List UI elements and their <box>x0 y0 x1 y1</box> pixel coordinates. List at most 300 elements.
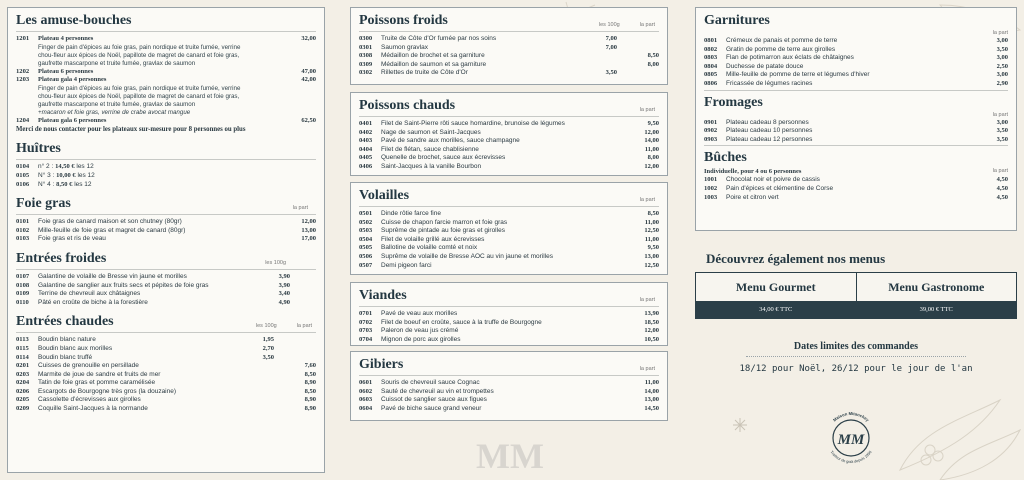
item-code: 0402 <box>359 128 373 136</box>
item-price: 11,00 <box>644 218 659 226</box>
divider <box>359 306 659 307</box>
item-name: Suprême de volaille de Bresse AOC au vin jaune et morilles <box>381 252 553 260</box>
section-fromages <box>704 94 1008 147</box>
item-name: Coquille Saint-Jacques à la normande <box>38 405 148 413</box>
item-name: Pâté en croûte de biche à la forestière <box>38 298 148 306</box>
item-description: chou-fleur aux épices de Noël, papillote de magret de canard et foie gras, <box>38 51 240 59</box>
section-title: Huîtres <box>16 141 61 157</box>
item-name: Foie gras et ris de veau <box>38 235 106 243</box>
item-code: 0109 <box>16 290 30 298</box>
buches-subtitle: Individuelle, pour 4 ou 6 personnes <box>704 168 802 176</box>
item-name: Souris de chevreuil sauce Cognac <box>381 379 480 386</box>
item-code: 0603 <box>359 396 373 404</box>
item-price-100g: 7,00 <box>605 35 617 42</box>
price-unit-note: la part <box>992 30 1008 36</box>
item-name: Cuisses de grenouille en persillade <box>38 362 139 370</box>
price-unit-note: la part <box>639 366 655 372</box>
item-code: 0201 <box>16 362 30 370</box>
section-huitres <box>16 140 316 189</box>
menu-name: Menu Gastronome <box>857 273 1017 301</box>
oyster-size <box>38 163 316 172</box>
item-price: 8,50 <box>647 210 659 217</box>
menu-item-row[interactable] <box>16 218 316 227</box>
logo-ring-top: Maison Mitanchey <box>831 410 871 423</box>
item-name: Galantine de sanglier aux fruits secs et pépites de foie gras <box>38 281 209 289</box>
menu-item-row[interactable] <box>359 236 659 245</box>
panel-poissons-chauds <box>350 92 668 176</box>
item-code: 0104 <box>16 163 30 171</box>
menu-item-row[interactable] <box>16 181 316 190</box>
item-name: Suprême de pintade au foie gras et girolles <box>381 227 505 235</box>
oyster-unit: les 12 <box>74 163 94 171</box>
item-code: 0806 <box>704 79 718 87</box>
menu-item-row[interactable] <box>359 227 659 236</box>
item-code: 0401 <box>359 120 373 127</box>
price-unit-note: la part <box>992 111 1008 118</box>
item-price: 12,00 <box>301 218 316 226</box>
menu-item-row[interactable] <box>359 69 659 78</box>
item-price-part: 8,50 <box>304 370 316 378</box>
menu-item-row[interactable] <box>704 194 1008 203</box>
item-name: Cuissot de sanglier sauce aux figues <box>381 396 487 404</box>
item-price: 10,50 <box>644 335 659 343</box>
fromages-list <box>704 119 1008 145</box>
buches-list <box>704 176 1008 202</box>
section-title: Viandes <box>359 288 407 303</box>
price-unit-note: la part <box>992 168 1008 175</box>
menu-item-row[interactable] <box>704 80 1008 89</box>
menu-item-row[interactable] <box>16 299 316 308</box>
menu-item-row[interactable] <box>704 176 1008 185</box>
item-price: 13,00 <box>301 226 316 234</box>
menu-item-row[interactable] <box>16 117 316 126</box>
menu-item-row[interactable] <box>704 63 1008 72</box>
item-name: Escargots de Bourgogne très gros (la douzaine) <box>38 387 177 395</box>
item-code: 1002 <box>704 184 718 192</box>
item-name: Crémeux de panais et pomme de terre <box>726 37 838 44</box>
item-price: 3,50 <box>996 127 1008 135</box>
item-price: 11,00 <box>644 145 659 153</box>
menu-item-row[interactable] <box>359 396 659 405</box>
order-deadline-heading: Dates limites des commandes <box>793 341 919 352</box>
item-price: 3,00 <box>996 37 1008 44</box>
divider <box>359 31 659 32</box>
amuse-list <box>16 35 316 125</box>
menu-item-row[interactable] <box>359 61 659 70</box>
item-description: gaufrette mascarpone et truite fumée, gravlax de saumon <box>38 59 196 67</box>
item-name: Mille-feuille de pomme de terre et légumes d'hiver <box>726 71 870 79</box>
item-code: 0902 <box>704 127 718 135</box>
divider <box>359 206 659 207</box>
section-title: Gibiers <box>359 357 404 372</box>
item-name: Boudin blanc truffé <box>38 353 93 361</box>
logo-ring-bottom: Traiteur de goût depuis 1956 <box>829 450 873 465</box>
item-name: Gratin de pomme de terre aux girolles <box>726 45 836 53</box>
item-name: Flan de potimarron aux éclats de châtaignes <box>726 54 854 62</box>
item-price: 17,00 <box>301 235 316 243</box>
menu-item-row[interactable] <box>359 163 659 172</box>
item-name: Boudin blanc aux morilles <box>38 344 113 352</box>
menu-gastronome-card[interactable] <box>856 273 1017 318</box>
item-code: 0300 <box>359 35 373 42</box>
menu-item-row[interactable] <box>359 253 659 262</box>
item-price-part: 8,50 <box>647 52 659 60</box>
panel-viandes <box>350 282 668 346</box>
menu-item-row[interactable] <box>704 119 1008 128</box>
menu-item-row[interactable] <box>359 405 659 414</box>
chaudes-list <box>16 336 316 413</box>
item-price-100g: 7,00 <box>605 43 617 51</box>
item-price: 47,00 <box>301 67 316 75</box>
item-code: 0502 <box>359 218 373 226</box>
menu-item-row[interactable] <box>16 172 316 181</box>
price-unit-note: la part <box>292 205 308 212</box>
menu-item-row[interactable] <box>16 76 316 85</box>
item-name: Terrine de chevreuil aux châtaignes <box>38 290 141 298</box>
item-price: 13,90 <box>644 310 659 317</box>
item-price: 32,00 <box>301 35 316 42</box>
item-code: 0209 <box>16 405 30 413</box>
divider <box>359 375 659 376</box>
item-code: 0204 <box>16 379 30 387</box>
item-code: 0302 <box>359 69 373 77</box>
menu-item-row[interactable] <box>704 185 1008 194</box>
watermark-text: MM <box>476 436 544 474</box>
item-name: Rillettes de truite de Côte d'Or <box>381 69 468 77</box>
item-code: 0504 <box>359 235 373 243</box>
menu-item-row[interactable] <box>16 345 316 354</box>
item-price-100g: 2,70 <box>262 344 274 352</box>
section-title: Les amuse-bouches <box>16 13 132 28</box>
panel-poissons-froids <box>350 7 668 85</box>
oyster-price: 8,50 € <box>56 180 73 188</box>
item-code: 0803 <box>704 54 718 62</box>
item-code: 0805 <box>704 71 718 79</box>
item-price-100g: 3,50 <box>262 353 274 361</box>
gibiers-list <box>359 379 659 413</box>
divider <box>16 269 316 270</box>
menu-item-row[interactable] <box>359 129 659 138</box>
item-price: 12,50 <box>644 261 659 269</box>
price-unit-note: les 100g <box>265 259 286 266</box>
menu-item-row[interactable] <box>359 137 659 146</box>
menu-item-row[interactable] <box>16 371 316 380</box>
item-name: Boudin blanc nature <box>38 336 96 344</box>
divider <box>704 90 1008 91</box>
item-price: 42,00 <box>301 76 316 84</box>
menu-item-row[interactable] <box>16 163 316 172</box>
item-price: 4,90 <box>278 298 290 306</box>
item-price: 13,00 <box>644 396 659 404</box>
item-price: 14,00 <box>644 137 659 145</box>
menu-price: 34,00 € TTC <box>696 301 856 318</box>
item-code: 0505 <box>359 244 373 252</box>
item-price: 14,00 <box>644 387 659 395</box>
section-title: Bûches <box>704 150 747 166</box>
item-price-part: 8,90 <box>304 396 316 404</box>
menu-item-row[interactable] <box>16 227 316 236</box>
item-code: 0203 <box>16 370 30 378</box>
item-name: Pain d'épices et clémentine de Corse <box>726 184 834 192</box>
item-price: 12,00 <box>644 327 659 335</box>
menu-item-row[interactable] <box>704 37 1008 46</box>
menu-item-row[interactable] <box>359 120 659 129</box>
item-name: Plateau cadeau 10 personnes <box>726 127 813 135</box>
order-deadline-text: 18/12 pour Noël, 26/12 pour le jour de l'an <box>739 364 973 374</box>
item-name: Filet de Saint-Pierre rôti sauce homardine, brunoise de légumes <box>381 120 565 127</box>
logo-monogram: MM <box>837 432 865 448</box>
item-name: Plateau 4 personnes <box>38 35 94 42</box>
section-title: Entrées froides <box>16 250 107 266</box>
item-code: 0405 <box>359 154 373 162</box>
menu-item-row[interactable] <box>704 46 1008 55</box>
menu-item-row[interactable] <box>16 35 316 44</box>
section-amuse-bouches <box>16 12 316 134</box>
item-price: 3,00 <box>996 54 1008 62</box>
item-name: Foie gras de canard maison et son chutney (80gr) <box>38 218 182 226</box>
item-name: Cuisse de chapon farcie marron et foie gras <box>381 218 508 226</box>
watermark-logo <box>470 434 550 474</box>
item-price: 9,50 <box>647 244 659 252</box>
item-price: 18,50 <box>644 318 659 326</box>
item-price: 3,40 <box>278 290 290 298</box>
price-unit-note: la part <box>639 107 655 113</box>
item-code: 0604 <box>359 404 373 412</box>
item-code: 0113 <box>16 336 29 344</box>
item-code: 0506 <box>359 252 373 260</box>
oyster-price: 10,00 € <box>56 171 76 179</box>
item-code: 0205 <box>16 396 30 404</box>
item-price: 4,50 <box>996 176 1008 184</box>
menu-item-row[interactable] <box>359 146 659 155</box>
menu-item-row[interactable] <box>16 396 316 405</box>
item-name: Plateau cadeau 12 personnes <box>726 135 813 143</box>
menu-item-row[interactable] <box>16 290 316 299</box>
menu-item-row[interactable] <box>16 273 316 282</box>
item-description: gaufrette mascarpone et truite fumée, gravlax de saumon <box>38 100 196 108</box>
section-garnitures <box>704 12 1008 91</box>
item-price: 3,00 <box>996 118 1008 126</box>
item-code: 0501 <box>359 210 373 217</box>
item-code: 0503 <box>359 227 373 235</box>
panel-right <box>695 7 1017 231</box>
menu-item-row[interactable] <box>16 235 316 244</box>
item-name: Mille-feuille de foie gras et magret de canard (80gr) <box>38 226 186 234</box>
item-price: 3,90 <box>278 272 290 280</box>
froides-list <box>16 273 316 307</box>
item-code: 0804 <box>704 62 718 70</box>
section-buches <box>704 149 1008 202</box>
oyster-caliber: N° 3 : <box>38 171 57 179</box>
item-name: Chocolat noir et poivre de cassis <box>726 176 820 184</box>
menu-item-row[interactable] <box>704 71 1008 80</box>
item-code: 0102 <box>16 226 30 234</box>
item-code: 0903 <box>704 135 718 143</box>
custom-platter-note: Merci de nous contacter pour les plateaux sur-mesure pour 8 personnes ou plus <box>16 126 246 134</box>
section-title: Poissons chauds <box>359 98 456 113</box>
item-price: 12,00 <box>644 162 659 170</box>
item-name: Paleron de veau jus crémé <box>381 327 459 335</box>
item-code: 0206 <box>16 387 30 395</box>
divider <box>746 356 966 357</box>
item-code: 0108 <box>16 281 30 289</box>
price-unit-note: la part <box>639 297 655 303</box>
item-price-part: 8,90 <box>304 405 316 413</box>
menu-item-row[interactable] <box>359 262 659 271</box>
item-code: 0801 <box>704 37 718 44</box>
menu-item-row[interactable] <box>359 388 659 397</box>
item-price: 4,50 <box>996 193 1008 201</box>
item-price: 3,50 <box>996 45 1008 53</box>
maison-mitanchey-logo-icon <box>818 405 884 471</box>
menu-item-row[interactable] <box>704 54 1008 63</box>
item-code: 1203 <box>16 76 30 84</box>
pchauds-list <box>359 120 659 172</box>
item-code: 1204 <box>16 116 30 124</box>
item-description-extra: +macaron et foie gras, verrine de crabe avocat mangue <box>38 108 191 116</box>
section-title: Volailles <box>359 188 410 203</box>
menus-heading: Découvrez également nos menus <box>706 251 886 266</box>
holly-leaves-icon <box>880 390 1024 480</box>
menu-item-row[interactable] <box>359 327 659 336</box>
item-code: 0103 <box>16 235 30 243</box>
item-name: Sauté de chevreuil au vin et trompettes <box>381 387 494 395</box>
menu-item-row[interactable] <box>359 336 659 345</box>
price-unit-note: la part <box>639 197 655 203</box>
snowflake-icon <box>733 418 747 432</box>
foie-list <box>16 218 316 244</box>
menu-item-row[interactable] <box>359 52 659 61</box>
item-price: 62,50 <box>301 116 316 124</box>
item-price-part: 8,00 <box>647 60 659 68</box>
item-price: 8,00 <box>647 154 659 162</box>
item-code: 1003 <box>704 193 718 201</box>
item-name: Médaillon de saumon et sa garniture <box>381 60 487 68</box>
price-unit-note: la part <box>639 22 655 28</box>
price-unit-note: les 100g <box>598 22 620 28</box>
divider <box>16 31 316 32</box>
divider <box>16 214 316 215</box>
item-name: Cassolette d'écrevisses aux girolles <box>38 396 141 404</box>
item-name: Mignon de porc aux girolles <box>381 335 461 343</box>
item-price-100g: 1,95 <box>262 336 274 344</box>
viandes-list <box>359 310 659 344</box>
item-name: Dinde rôtie farce fine <box>381 210 441 217</box>
item-code: 0404 <box>359 145 373 153</box>
oyster-unit: les 12 <box>72 180 92 188</box>
item-code: 0901 <box>704 118 718 126</box>
item-code: 0114 <box>16 353 29 361</box>
item-name: Truite de Côte d'Or fumée par nos soins <box>381 35 497 42</box>
divider <box>16 159 316 160</box>
menu-item-row[interactable] <box>359 44 659 53</box>
menu-item-row[interactable] <box>16 68 316 77</box>
menu-item-row[interactable] <box>359 379 659 388</box>
menu-price: 39,00 € TTC <box>857 301 1017 318</box>
item-code: 1201 <box>16 35 30 42</box>
item-name: Saumon gravlax <box>381 43 428 51</box>
item-price: 2,90 <box>996 79 1008 87</box>
item-price: 13,00 <box>644 252 659 260</box>
item-price: 3,50 <box>996 135 1008 143</box>
item-price-part: 8,90 <box>304 379 316 387</box>
item-name: Ballotine de volaille comté et noix <box>381 244 478 252</box>
item-code: 0701 <box>359 310 373 317</box>
oyster-price: 14,50 € <box>55 163 75 171</box>
item-name: Fricassée de légumes racines <box>726 79 813 87</box>
item-code: 1001 <box>704 176 718 184</box>
huitres-list <box>16 163 316 189</box>
menu-item-row[interactable] <box>16 405 316 414</box>
item-description: chou-fleur aux épices de Noël, papillote de magret de canard et foie gras, <box>38 92 240 100</box>
section-title: Garnitures <box>704 13 770 28</box>
panel-left <box>7 7 325 473</box>
price-unit-note: la part <box>296 323 312 330</box>
pfroids-list <box>359 35 659 78</box>
item-code: 0703 <box>359 327 373 335</box>
item-name: Nage de saumon et Saint-Jacques <box>381 128 481 136</box>
section-title: Entrées chaudes <box>16 314 114 330</box>
divider <box>16 332 316 333</box>
item-price: 11,00 <box>644 379 659 386</box>
menu-item-row[interactable] <box>359 310 659 319</box>
menu-item-row[interactable] <box>359 244 659 253</box>
menu-item-row[interactable] <box>16 282 316 291</box>
panel-gibiers <box>350 351 668 421</box>
menu-item-row[interactable] <box>359 35 659 44</box>
item-code: 0704 <box>359 335 373 343</box>
item-price: 12,00 <box>644 128 659 136</box>
menu-item-row[interactable] <box>16 354 316 363</box>
menu-item-row[interactable] <box>359 319 659 328</box>
item-price: 3,00 <box>996 71 1008 79</box>
menu-item-row[interactable] <box>16 388 316 397</box>
item-code: 0101 <box>16 218 30 226</box>
menu-item-row[interactable] <box>359 219 659 228</box>
item-name: Plateau gala 6 personnes <box>38 116 107 124</box>
menu-item-row[interactable] <box>359 210 659 219</box>
item-code: 0702 <box>359 318 373 326</box>
item-name: Demi pigeon farci <box>381 261 432 269</box>
menu-item-row[interactable] <box>16 362 316 371</box>
menu-item-row[interactable] <box>16 336 316 345</box>
section-title: Poissons froids <box>359 13 448 28</box>
price-unit-note: les 100g <box>255 323 277 330</box>
item-code: 0115 <box>16 344 29 352</box>
item-name: Marmite de joue de sandre et fruits de mer <box>38 370 161 378</box>
item-code: 0403 <box>359 137 373 145</box>
item-price: 3,90 <box>278 281 290 289</box>
item-name: Tatin de foie gras et pomme caramélisée <box>38 379 156 387</box>
item-price-part: 7,60 <box>304 362 316 370</box>
item-name: Plateau gala 4 personnes <box>38 76 107 84</box>
item-name: Galantine de volaille de Bresse vin jaune et morilles <box>38 272 187 280</box>
menu-item-row[interactable] <box>704 136 1008 145</box>
menu-gourmet-card[interactable] <box>696 273 856 318</box>
section-foie-gras <box>16 195 316 244</box>
divider <box>359 116 659 117</box>
menu-item-row[interactable] <box>704 127 1008 136</box>
menu-item-row[interactable] <box>16 379 316 388</box>
item-name: Quenelle de brochet, sauce aux écrevisses <box>381 154 506 162</box>
item-code: 0105 <box>16 171 30 179</box>
oyster-size <box>38 172 316 181</box>
item-price-100g: 3,50 <box>605 69 617 77</box>
item-price: 9,50 <box>647 120 659 127</box>
section-entrees-froides <box>16 250 316 307</box>
item-name: Filet de boeuf en croûte, sauce à la truffe de Bourgogne <box>381 318 542 326</box>
menu-item-row[interactable] <box>359 154 659 163</box>
